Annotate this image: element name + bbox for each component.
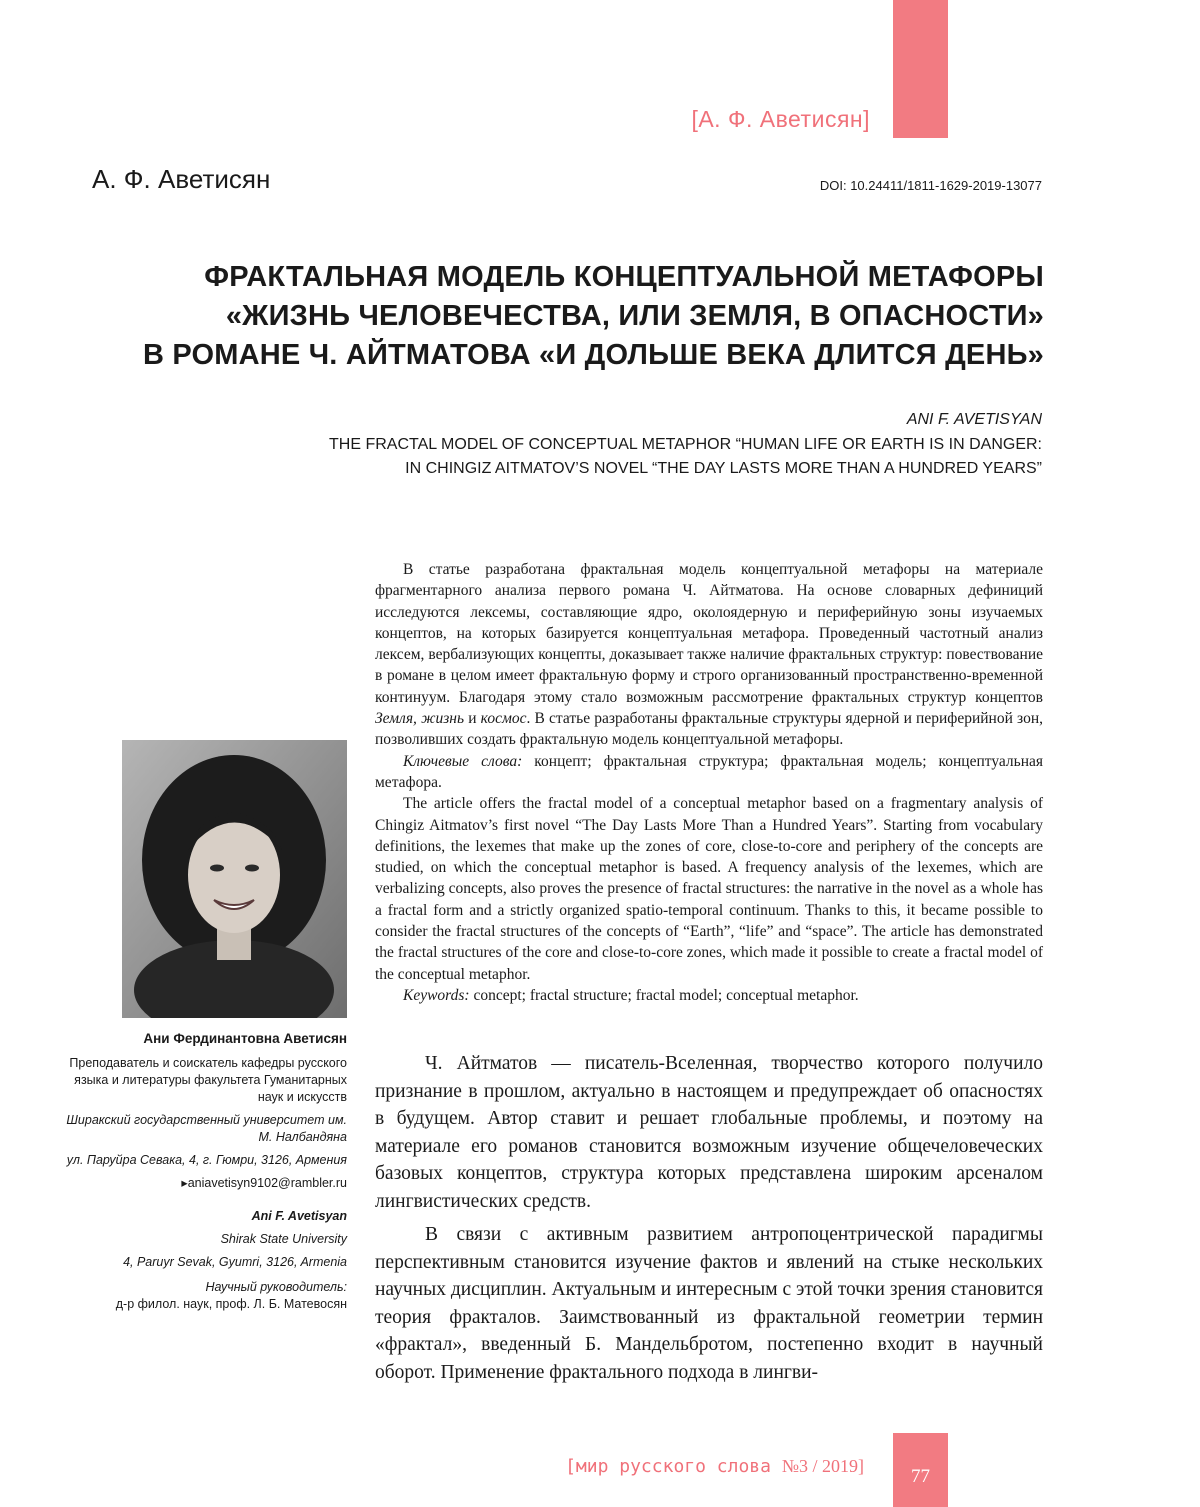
keywords-text: concept; fractal structure; fractal model; conceptual metaphor. — [469, 986, 859, 1004]
supervisor: д-р филол. наук, проф. Л. Б. Матевосян — [115, 1297, 347, 1311]
keywords-label: Ключевые слова: — [403, 752, 523, 770]
keywords-text: концепт; фрактальная структура; фрактальная модель; концептуальная метафора. — [375, 752, 1043, 791]
keywords-en — [375, 985, 1043, 1006]
doi: DOI: 10.24411/1811-1629-2019-13077 — [819, 178, 1042, 193]
title-line: «ЖИЗНЬ ЧЕЛОВЕЧЕСТВА, ИЛИ ЗЕМЛЯ, В ОПАСНОСТИ» — [225, 300, 1044, 332]
abstract-text: В статье разработана фрактальная модель концептуальной метафоры на материале фрагментарного анализа первого романа Ч. Айтматова. На основе словарных дефиниций исследуются лексемы, составляющие ядро, околоядерную и периферийную зоны изучаемых концептов, на которых базируется концептуальная метафора. Проведенный частотный анализ лексем, вербализующих концепты, доказывает также наличие фрактальных структур: повествование в романе в целом имеет фрактальную форму и строго организованный пространственно-временной континуум. Благодаря этому стало возможным рассмотрение фрактальных структур концептов — [375, 561, 1043, 706]
abstract-term: космос — [480, 710, 527, 728]
article-title-en — [200, 433, 1042, 481]
abstract-en: The article offers the fractal model of a conceptual metaphor based on a fragmentary analysis of Chingiz Aitmatov’s first novel “The Day Lasts More Than a Hundred Years”. Starting from vocabulary definitions, the lexemes that make up the zones of core, close-to-core and periphery of the concepts are studied, on which the conceptual metaphor is based. A frequency analysis of the lexemes, which are verbalizing concepts, also proves the presence of fractal structures: the narrative in the novel as a whole has a fractal form and a strictly organized spatio-temporal continuum. Thanks to this, it became possible to consider the fractal structures of the concepts of “Earth”, “life” and “space”. The article has demonstrated the fractal structures of the core and close-to-core zones, which made it possible to create a fractal model of the conceptual metaphor. — [375, 795, 1043, 983]
article-body — [375, 1050, 1043, 1392]
author-name-en-sidebar: Ani F. Avetisyan — [251, 1209, 347, 1223]
author-name-en: ANI F. AVETISYAN — [906, 411, 1042, 428]
body-paragraph: В связи с активным развитием антропоцентрической парадигмы перспективным становится изучение фактов и явлений на стыке нескольких научных дисциплин. Актуальным и интересным с этой точки зрения становится теория фракталов. Заимствованный из фрактальной геометрии термин «фрактал», введенный Б. Мандельбротом, постепенно входит в научный оборот. Применение фрактального подхода в лингви- — [375, 1224, 1043, 1383]
title-line: ФРАКТАЛЬНАЯ МОДЕЛЬ КОНЦЕПТУАЛЬНОЙ МЕТАФОРЫ — [204, 261, 1044, 293]
running-head: [А. Ф. Аветисян] — [691, 106, 870, 132]
author-university-ru: Ширакский государственный университет им. М. Налбандяна — [66, 1113, 347, 1144]
title-line: В РОМАНЕ Ч. АЙТМАТОВА «И ДОЛЬШЕ ВЕКА ДЛИТСЯ ДЕНЬ» — [142, 339, 1044, 371]
author-info — [60, 1030, 347, 1313]
keywords-ru — [375, 751, 1043, 794]
author-position: Преподаватель и соискатель кафедры русского языка и литературы факультета Гуманитарных наук и искусств — [69, 1056, 347, 1104]
abstract-ru — [375, 559, 1043, 751]
title-line: IN CHINGIZ AITMATOV’S NOVEL “THE DAY LASTS MORE THAN A HUNDRED YEARS” — [405, 460, 1042, 477]
title-line: THE FRACTAL MODEL OF CONCEPTUAL METAPHOR “HUMAN LIFE OR EARTH IS IN DANGER: — [329, 436, 1042, 453]
accent-bar-top — [893, 0, 948, 138]
author-address-en: 4, Paruyr Sevak, Gyumri, 3126, Armenia — [123, 1255, 347, 1269]
author-university-en: Shirak State University — [220, 1232, 347, 1246]
keywords-label: Keywords: — [403, 986, 470, 1004]
author-email[interactable]: ▸ aniavetisyn9102@rambler.ru — [60, 1175, 347, 1192]
abstract-text: . В статье разработаны фрактальные структуры ядерной и периферийной зон, позволивших создать фрактальную модель концептуальной метафоры. — [375, 710, 1044, 749]
author-photo — [122, 740, 347, 1018]
abstract-text: и — [464, 710, 481, 728]
author-name-ru: А. Ф. Аветисян — [92, 164, 271, 194]
body-paragraph: Ч. Айтматов — писатель-Вселенная, творчество которого получило признание в прошлом, актуально в настоящем и предупреждает об опасностях в будущем. Автор ставит и решает глобальные проблемы, и поэтому на материале его романов становится возможным изучение общечеловеческих базовых концептов, структура которых представлена широким арсеналом лингвистических средств. — [375, 1053, 1043, 1212]
abstract-term: Земля, жизнь — [375, 710, 465, 728]
journal-footer — [565, 1456, 864, 1477]
supervisor-label: Научный руководитель: — [205, 1280, 347, 1294]
page-number: 77 — [911, 1466, 930, 1487]
author-address-ru: ул. Паруйра Севака, 4, г. Гюмри, 3126, Армения — [66, 1153, 347, 1167]
journal-name: [мир русского слова — [565, 1456, 771, 1477]
author-fullname-ru: Ани Фердинантовна Аветисян — [143, 1031, 347, 1046]
article-title-ru — [100, 258, 1044, 375]
abstract — [375, 559, 1043, 1006]
journal-issue: №3 / 2019] — [781, 1456, 864, 1476]
